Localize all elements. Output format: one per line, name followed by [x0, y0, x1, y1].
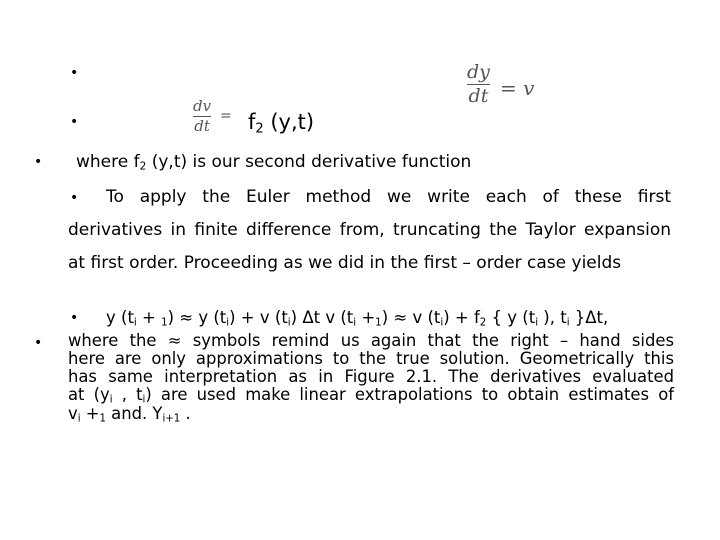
text-segment: and. Y	[105, 403, 163, 423]
explanation-line-2: here are only approximations to the true solution. Geometrically this	[68, 349, 674, 369]
formula-segment: ) + v (t	[229, 308, 288, 327]
euler-text-line-2: derivatives in finite difference from, truncating the Taylor expansion	[68, 220, 671, 240]
text-subscript: i	[142, 394, 146, 406]
text-subscript: 2	[139, 160, 147, 173]
text-segment: v	[68, 403, 78, 423]
formula-subscript: i	[133, 317, 137, 329]
formula-subscript: 1	[161, 317, 168, 329]
text-subscript: i+1	[162, 413, 181, 425]
equation-rhs: = v	[500, 76, 535, 100]
second-derivative-text	[76, 152, 471, 173]
formula-segment: +	[356, 308, 376, 327]
equation-dv-dt	[193, 99, 211, 134]
bullet: •	[70, 114, 79, 130]
text-segment: where f	[76, 152, 140, 172]
formula-segment: ) ≈ v (t	[381, 308, 441, 327]
equation-numerator: dv	[193, 97, 212, 115]
formula-subscript: i	[535, 317, 539, 329]
function-name: f	[248, 110, 256, 134]
text-segment: ) are used make linear extrapolations to obtain estimates of	[145, 385, 674, 405]
formula-segment: { y (t	[486, 308, 536, 327]
text-subscript: i	[77, 413, 81, 425]
equation-denominator: dt	[194, 117, 210, 135]
explanation-line-3: has same interpretation as in Figure 2.1. The derivatives evaluated	[68, 367, 674, 387]
euler-text-line-1: To apply the Euler method we write each of these first	[106, 187, 671, 207]
bullet: •	[34, 335, 43, 351]
text-segment: , t	[112, 385, 143, 405]
bullet: •	[70, 190, 79, 206]
explanation-line-5	[68, 403, 674, 428]
explanation-line-1: where the ≈ symbols remind us again that the right – hand sides	[68, 331, 674, 350]
formula-segment: ) Δt v (t	[290, 308, 354, 327]
formula-segment: +	[136, 308, 162, 327]
bullet: •	[70, 310, 79, 326]
formula-segment: ) ≈ y (t	[167, 308, 227, 327]
equals-sign: =	[220, 108, 232, 124]
euler-formula	[106, 308, 608, 329]
text-segment: .	[180, 403, 191, 423]
text-subscript: i	[109, 394, 113, 406]
formula-subscript: 2	[479, 317, 487, 329]
formula-segment: ) + f	[443, 308, 480, 327]
text-subscript: 1	[99, 413, 106, 425]
bullet: •	[70, 65, 79, 81]
formula-subscript: i	[440, 317, 444, 329]
text-segment: (y,t) is our second derivative function	[146, 152, 472, 172]
explanation-paragraph	[68, 332, 674, 428]
formula-subscript: i	[226, 317, 230, 329]
function-label	[248, 110, 314, 136]
formula-subscript: i	[287, 317, 291, 329]
formula-subscript: i	[353, 317, 357, 329]
formula-segment: ), t	[538, 308, 567, 327]
text-segment: at (y	[68, 385, 110, 405]
formula-segment: y (t	[106, 308, 134, 327]
equation-numerator: dy	[467, 61, 490, 83]
euler-text-line-3: at first order. Proceeding as we did in the first – order case yields	[68, 253, 622, 273]
function-subscript: 2	[255, 121, 264, 137]
text-segment: +	[80, 403, 100, 423]
function-args: (y,t)	[263, 110, 315, 134]
formula-subscript: 1	[375, 317, 382, 329]
bullet: •	[34, 154, 43, 170]
equation-denominator: dt	[468, 85, 489, 107]
formula-segment: }Δt,	[569, 308, 609, 327]
formula-subscript: i	[566, 317, 570, 329]
equation-dy-dt	[467, 63, 490, 106]
